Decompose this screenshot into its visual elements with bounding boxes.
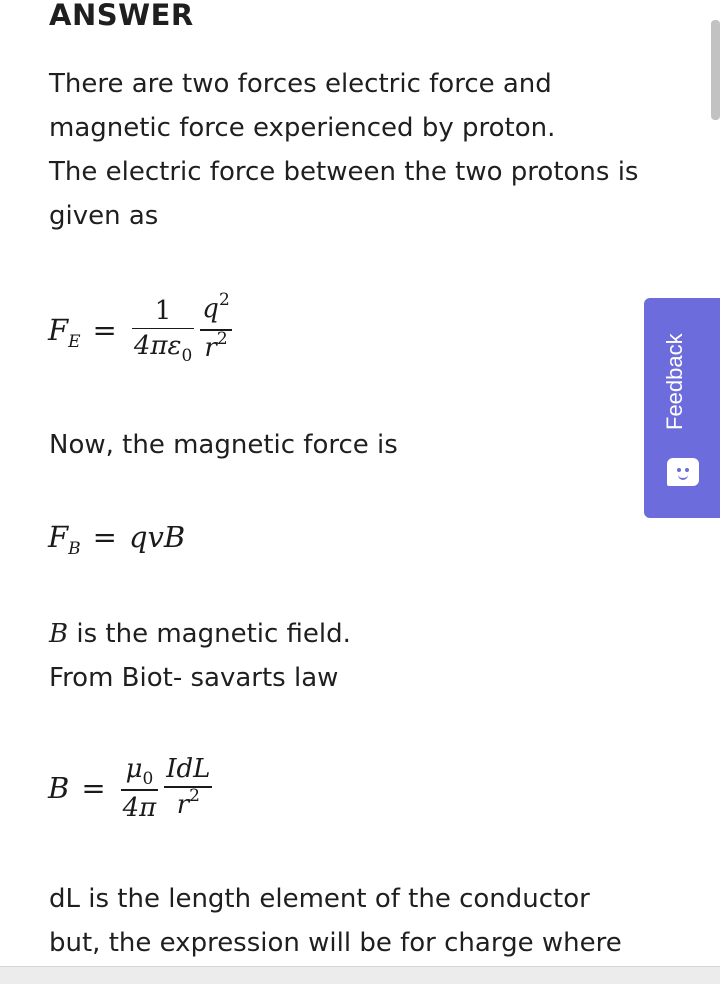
paragraph-line: dL is the length element of the conductor bbox=[49, 884, 590, 914]
charge-distance-fraction: $\frac{q^2}{r^2}$ bbox=[202, 290, 230, 363]
feedback-button[interactable] bbox=[644, 298, 720, 518]
current-element-fraction: $\frac{\text{IdL}}{r^2}$ bbox=[166, 754, 211, 820]
coulomb-constant-fraction: $\frac{1}{4\pi\varepsilon_0}$ bbox=[133, 295, 193, 367]
paragraph-line: B is the magnetic field. bbox=[49, 619, 351, 649]
bottom-edge-bar bbox=[0, 966, 720, 984]
biot-savart-equation bbox=[48, 752, 215, 825]
magnetic-field-paragraph bbox=[49, 612, 351, 700]
paragraph-line: The electric force between the two protons is bbox=[49, 157, 639, 187]
permeability-fraction: $\frac{\mu_0}{4\pi}$ bbox=[122, 754, 157, 823]
intro-paragraph bbox=[49, 62, 638, 238]
paragraph-line: Now, the magnetic force is bbox=[49, 430, 398, 460]
magnetic-force-intro bbox=[49, 423, 398, 467]
eq-rhs: qvB bbox=[128, 520, 186, 554]
paragraph-line: There are two forces electric force and bbox=[49, 69, 552, 99]
magnetic-force-equation bbox=[48, 520, 186, 559]
chat-smile-icon bbox=[667, 458, 699, 486]
eq-lhs: $F_B$ bbox=[48, 520, 81, 559]
scrollbar-thumb[interactable] bbox=[711, 20, 720, 120]
equals-sign: = bbox=[92, 313, 117, 347]
paragraph-line: but, the expression will be for charge where bbox=[49, 928, 622, 958]
equals-sign: = bbox=[81, 771, 106, 806]
paragraph-line: given as bbox=[49, 201, 159, 231]
length-element-paragraph bbox=[49, 877, 622, 965]
eq-lhs: B bbox=[48, 771, 70, 806]
paragraph-line: From Biot- savarts law bbox=[49, 663, 339, 693]
answer-heading: ANSWER bbox=[49, 0, 194, 32]
paragraph-line: magnetic force experienced by proton. bbox=[49, 113, 556, 143]
equals-sign: = bbox=[92, 520, 117, 554]
feedback-label: Feedback bbox=[662, 333, 687, 430]
eq-lhs: $F_E$ bbox=[48, 313, 81, 352]
electric-force-equation bbox=[48, 290, 235, 370]
